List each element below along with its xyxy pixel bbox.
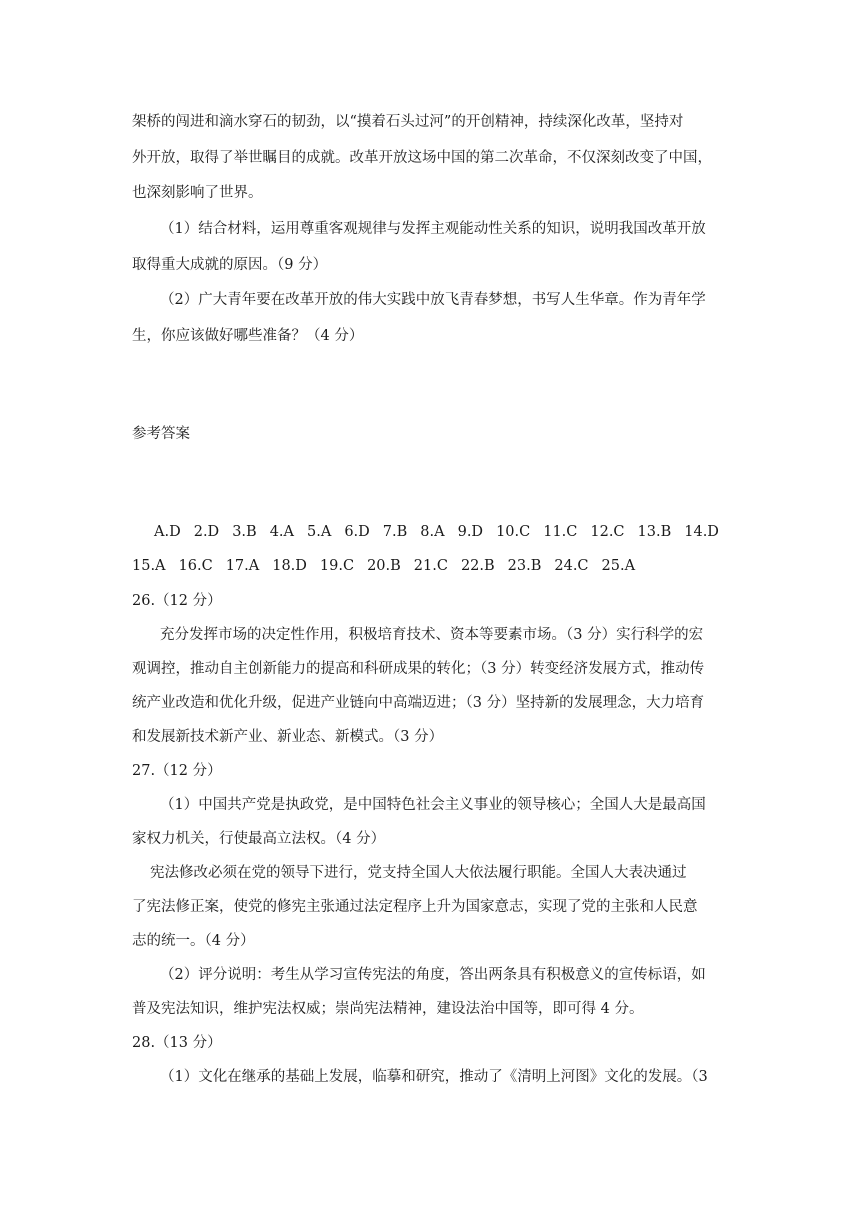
choice-answer: 11.C xyxy=(543,524,578,540)
choice-answer: 6.D xyxy=(344,524,370,540)
answer-27-p3-line-2: 普及宪法知识，维护宪法权威；崇尚宪法精神，建设法治中国等，即可得 4 分。 xyxy=(132,1001,644,1017)
choice-answer: 23.B xyxy=(507,558,542,574)
material-line-3: 也深刻影响了世界。 xyxy=(132,185,263,201)
answer-27-p1-line-1: （1）中国共产党是执政党，是中国特色社会主义事业的领导核心；全国人大是最高国 xyxy=(160,797,706,813)
question-1-line-2: 取得重大成就的原因。（9 分） xyxy=(132,257,328,273)
question-1-line-1: （1）结合材料，运用尊重客观规律与发挥主观能动性关系的知识，说明我国改革开放 xyxy=(160,221,706,237)
answer-27-heading: 27.（12 分） xyxy=(132,763,222,779)
answer-27-p2-line-2: 了宪法修正案，使党的修宪主张通过法定程序上升为国家意志，实现了党的主张和人民意 xyxy=(132,899,698,915)
question-2-line-1: （2）广大青年要在改革开放的伟大实践中放飞青春梦想，书写人生华章。作为青年学 xyxy=(160,292,706,308)
answer-26-line-3: 统产业改造和优化升级，促进产业链向中高端迈进；（3 分）坚持新的发展理念，大力培育 xyxy=(132,695,705,711)
choice-answer: 8.A xyxy=(420,524,445,540)
choice-answer: 25.A xyxy=(601,558,636,574)
choice-answers-row-2 xyxy=(132,556,742,576)
question-2-line-2: 生，你应该做好哪些准备？（4 分） xyxy=(132,328,364,344)
answer-27-p2-line-3: 志的统一。（4 分） xyxy=(132,933,255,949)
choice-answer: 15.A xyxy=(132,558,166,574)
choice-answer: 2.D xyxy=(193,524,220,540)
answer-27-p1-line-2: 家权力机关，行使最高立法权。（4 分） xyxy=(132,831,386,847)
answer-26-heading: 26.（12 分） xyxy=(132,593,222,609)
choice-answer: 16.C xyxy=(178,558,213,574)
choice-answer: 3.B xyxy=(232,524,257,540)
choice-answer: 10.C xyxy=(496,524,531,540)
answer-27-p3-line-1: （2）评分说明：考生从学习宣传宪法的角度，答出两条具有积极意义的宣传标语，如 xyxy=(160,967,706,983)
choice-answer: 7.B xyxy=(382,524,408,540)
choice-answer: 24.C xyxy=(554,558,589,574)
choice-answer: 12.C xyxy=(590,524,625,540)
answer-27-p2-line-1: 宪法修改必须在党的领导下进行，党支持全国人大依法履行职能。全国人大表决通过 xyxy=(150,865,687,881)
answer-26-line-2: 观调控，推动自主创新能力的提高和科研成果的转化；（3 分）转变经济发展方式，推动传 xyxy=(132,661,705,677)
material-line-1: 架桥的闯进和滴水穿石的韧劲，以“摸着石头过河”的开创精神，持续深化改革，坚持对 xyxy=(132,114,684,130)
choice-answer: 21.C xyxy=(413,558,448,574)
choice-answer: 22.B xyxy=(460,558,495,574)
answer-title: 参考答案 xyxy=(132,426,190,442)
choice-answer: 9.D xyxy=(457,524,484,540)
answer-26-line-1: 充分发挥市场的决定性作用，积极培育技术、资本等要素市场。（3 分）实行科学的宏 xyxy=(160,627,704,643)
answer-28-heading: 28.（13 分） xyxy=(132,1035,222,1051)
choice-answer: 20.B xyxy=(367,558,401,574)
choice-answer: 19.C xyxy=(319,558,355,574)
choice-answer: 13.B xyxy=(637,524,672,540)
material-line-2: 外开放，取得了举世瞩目的成就。改革开放这场中国的第二次革命，不仅深刻改变了中国， xyxy=(132,150,712,166)
choice-answer: A.D xyxy=(154,524,181,540)
choice-answer: 18.D xyxy=(272,558,307,574)
choice-answer: 17.A xyxy=(225,558,260,574)
choice-answer: 14.D xyxy=(684,524,719,540)
choice-answers-row-1 xyxy=(154,522,764,542)
choice-answer: 4.A xyxy=(269,524,294,540)
answer-26-line-4: 和发展新技术新产业、新业态、新模式。（3 分） xyxy=(132,729,444,745)
answer-28-line-1: （1）文化在继承的基础上发展，临摹和研究，推动了《清明上河图》文化的发展。（3 xyxy=(160,1069,708,1085)
choice-answer: 5.A xyxy=(307,524,332,540)
